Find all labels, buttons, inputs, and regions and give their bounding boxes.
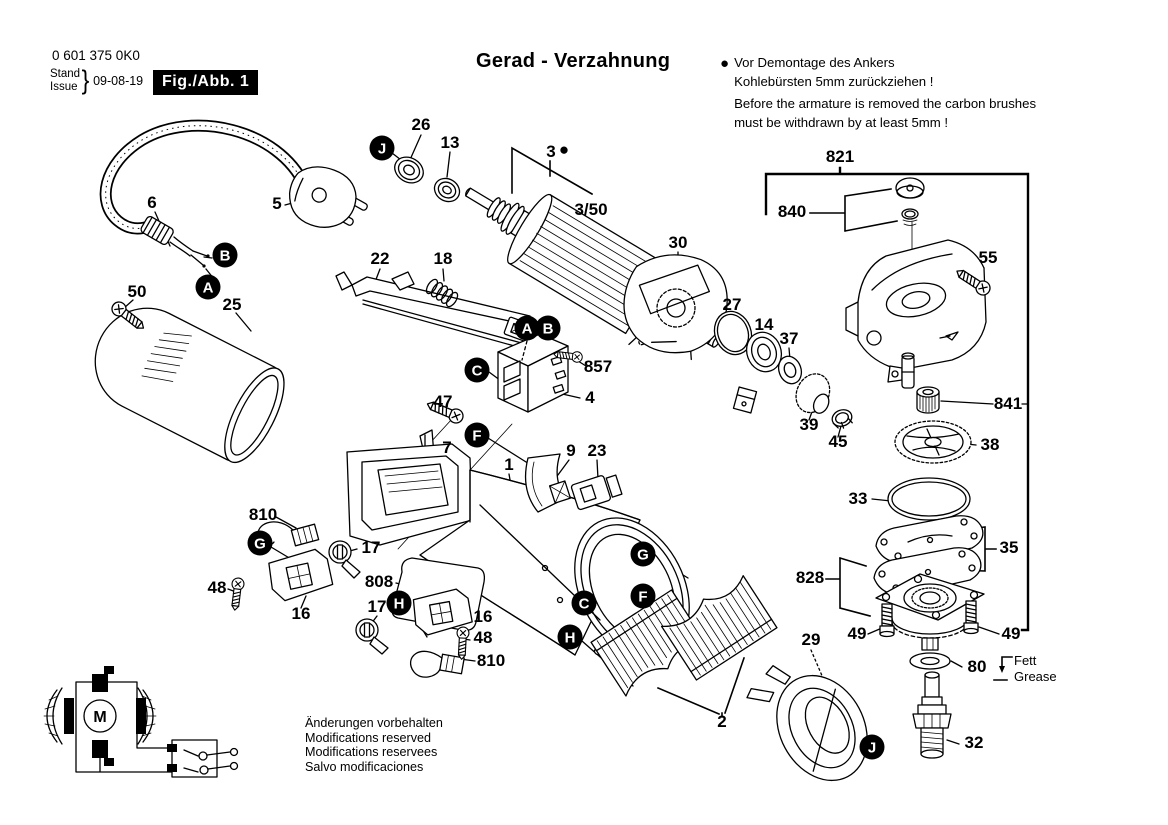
felt-ring-26 bbox=[390, 152, 428, 188]
svg-text:H: H bbox=[564, 629, 576, 647]
part-callout-16: 16 bbox=[473, 607, 493, 626]
connection-marker-J bbox=[860, 735, 885, 760]
part-callout-48: 48 bbox=[207, 578, 227, 597]
svg-text:B: B bbox=[219, 247, 231, 265]
svg-text:A: A bbox=[202, 279, 214, 297]
part-callout-33: 33 bbox=[848, 489, 868, 508]
part-callout-9: 9 bbox=[566, 441, 576, 460]
grease-note-de: Fett bbox=[1014, 653, 1037, 668]
part-callout-4: 4 bbox=[585, 388, 595, 407]
part-callout-●: ● bbox=[558, 140, 570, 159]
connection-marker-B bbox=[536, 316, 561, 341]
part-callout-35: 35 bbox=[999, 538, 1019, 557]
footer-line-4: Salvo modificaciones bbox=[305, 760, 424, 775]
connection-marker-A bbox=[196, 275, 221, 300]
notice-de-1: Vor Demontage des Ankers bbox=[734, 55, 895, 70]
lock-button-23 bbox=[571, 471, 623, 510]
part-callout-32: 32 bbox=[964, 733, 984, 752]
rear-cover bbox=[78, 291, 296, 471]
part-callout-27: 27 bbox=[722, 295, 742, 314]
part-callout-49: 49 bbox=[847, 624, 867, 643]
part-callout-30: 30 bbox=[668, 233, 688, 252]
bullet-icon: ● bbox=[720, 55, 730, 72]
part-callout-821: 821 bbox=[825, 147, 855, 166]
part-callout-841: 841 bbox=[993, 394, 1023, 413]
footer-line-2: Modifications reserved bbox=[305, 730, 431, 745]
part-callout-48: 48 bbox=[473, 628, 493, 647]
part-callout-80: 80 bbox=[967, 657, 987, 676]
gear-ring bbox=[892, 618, 968, 650]
screw-48-left bbox=[229, 577, 245, 611]
part-callout-17: 17 bbox=[361, 538, 381, 557]
svg-text:C: C bbox=[471, 362, 483, 380]
svg-text:G: G bbox=[254, 535, 266, 553]
o-ring-33 bbox=[888, 478, 970, 520]
notice-de-2: Kohlebürsten 5mm zurückziehen ! bbox=[734, 73, 934, 89]
svg-text:A: A bbox=[521, 320, 533, 338]
connection-marker-H bbox=[558, 625, 583, 650]
part-callout-3: 3 bbox=[546, 142, 556, 161]
svg-text:F: F bbox=[472, 427, 482, 445]
part-callout-3/50: 3/50 bbox=[574, 200, 608, 219]
part-callout-13: 13 bbox=[440, 133, 460, 152]
switch-4 bbox=[498, 334, 568, 412]
connection-marker-B bbox=[213, 243, 238, 268]
svg-text:F: F bbox=[638, 588, 648, 606]
connection-marker-F bbox=[631, 584, 656, 609]
grease-note-en: Grease bbox=[1014, 669, 1057, 684]
key-block bbox=[733, 387, 756, 413]
revision-label-issue: Issue bbox=[50, 80, 78, 93]
part-callout-50: 50 bbox=[127, 282, 147, 301]
page-title: Gerad - Verzahnung bbox=[476, 50, 671, 72]
footer-line-1: Änderungen vorbehalten bbox=[305, 716, 443, 730]
cap-disc-840 bbox=[896, 178, 924, 198]
ring-840 bbox=[902, 209, 918, 226]
guard-cover-29 bbox=[739, 639, 884, 801]
part-callout-45: 45 bbox=[828, 432, 848, 451]
part-callout-2: 2 bbox=[717, 712, 727, 731]
part-callout-6: 6 bbox=[147, 193, 157, 212]
spindle-32 bbox=[913, 672, 951, 758]
revision-label-stand: Stand bbox=[50, 68, 81, 80]
part-callout-37: 37 bbox=[779, 329, 799, 348]
part-callout-857: 857 bbox=[583, 357, 613, 376]
part-callout-26: 26 bbox=[411, 115, 431, 134]
connection-marker-F bbox=[465, 423, 490, 448]
motor-symbol: M bbox=[93, 709, 107, 726]
part-callout-828: 828 bbox=[795, 568, 825, 587]
connection-marker-J bbox=[370, 136, 395, 161]
bushing-841 bbox=[917, 387, 939, 413]
screw-49-left bbox=[880, 604, 894, 637]
carbon-brush-810-right bbox=[411, 651, 465, 677]
brush-cap-17-left bbox=[329, 541, 360, 578]
part-callout-840: 840 bbox=[777, 202, 807, 221]
crown-gear-38 bbox=[895, 421, 971, 463]
part-callout-7: 7 bbox=[442, 438, 452, 457]
part-callout-49: 49 bbox=[1001, 624, 1021, 643]
wiring-schematic bbox=[44, 666, 238, 777]
part-number: 0 601 375 0K0 bbox=[52, 48, 140, 63]
revision-date: 09-08-19 bbox=[93, 73, 144, 88]
part-callout-16: 16 bbox=[291, 604, 311, 623]
brace-glyph: } bbox=[81, 65, 90, 95]
part-callout-5: 5 bbox=[272, 194, 282, 213]
notice-en-2: must be withdrawn by at least 5mm ! bbox=[734, 114, 949, 130]
svg-text:C: C bbox=[578, 595, 590, 613]
figure-badge: Fig./Abb. 1 bbox=[153, 70, 258, 95]
part-callout-17: 17 bbox=[367, 597, 387, 616]
part-callout-38: 38 bbox=[980, 435, 1000, 454]
svg-text:H: H bbox=[393, 595, 405, 613]
svg-text:G: G bbox=[637, 546, 649, 564]
part-callout-39: 39 bbox=[799, 415, 819, 434]
part-callout-808: 808 bbox=[364, 572, 394, 591]
screw-49-right bbox=[964, 601, 978, 634]
part-callout-47: 47 bbox=[433, 392, 453, 411]
brush-cap-17-right bbox=[356, 619, 388, 654]
connection-marker-G bbox=[631, 542, 656, 567]
svg-text:B: B bbox=[542, 320, 554, 338]
connection-marker-H bbox=[387, 591, 412, 616]
part-callout-810: 810 bbox=[476, 651, 506, 670]
part-callout-29: 29 bbox=[801, 630, 821, 649]
part-callout-55: 55 bbox=[978, 248, 998, 267]
nut-45 bbox=[830, 407, 855, 431]
washer-80 bbox=[910, 653, 950, 669]
svg-text:J: J bbox=[867, 739, 877, 757]
part-callout-22: 22 bbox=[370, 249, 390, 268]
brush-holder-16-left bbox=[266, 547, 334, 603]
part-callout-18: 18 bbox=[433, 249, 453, 268]
part-callout-1: 1 bbox=[504, 455, 514, 474]
bearing-13 bbox=[430, 174, 464, 206]
connection-marker-C bbox=[572, 591, 597, 616]
notice-en-1: Before the armature is removed the carbon brushes bbox=[734, 96, 1037, 111]
footer-line-3: Modifications reservees bbox=[305, 745, 438, 760]
connection-marker-G bbox=[248, 531, 273, 556]
pin bbox=[902, 353, 914, 388]
connection-marker-C bbox=[465, 358, 490, 383]
part-callout-23: 23 bbox=[587, 441, 607, 460]
svg-text:J: J bbox=[377, 140, 387, 158]
part-callout-810: 810 bbox=[248, 505, 278, 524]
part-callout-14: 14 bbox=[754, 315, 774, 334]
screw-48-right bbox=[456, 627, 470, 660]
gear-housing bbox=[846, 222, 986, 382]
part-callout-25: 25 bbox=[222, 295, 242, 314]
